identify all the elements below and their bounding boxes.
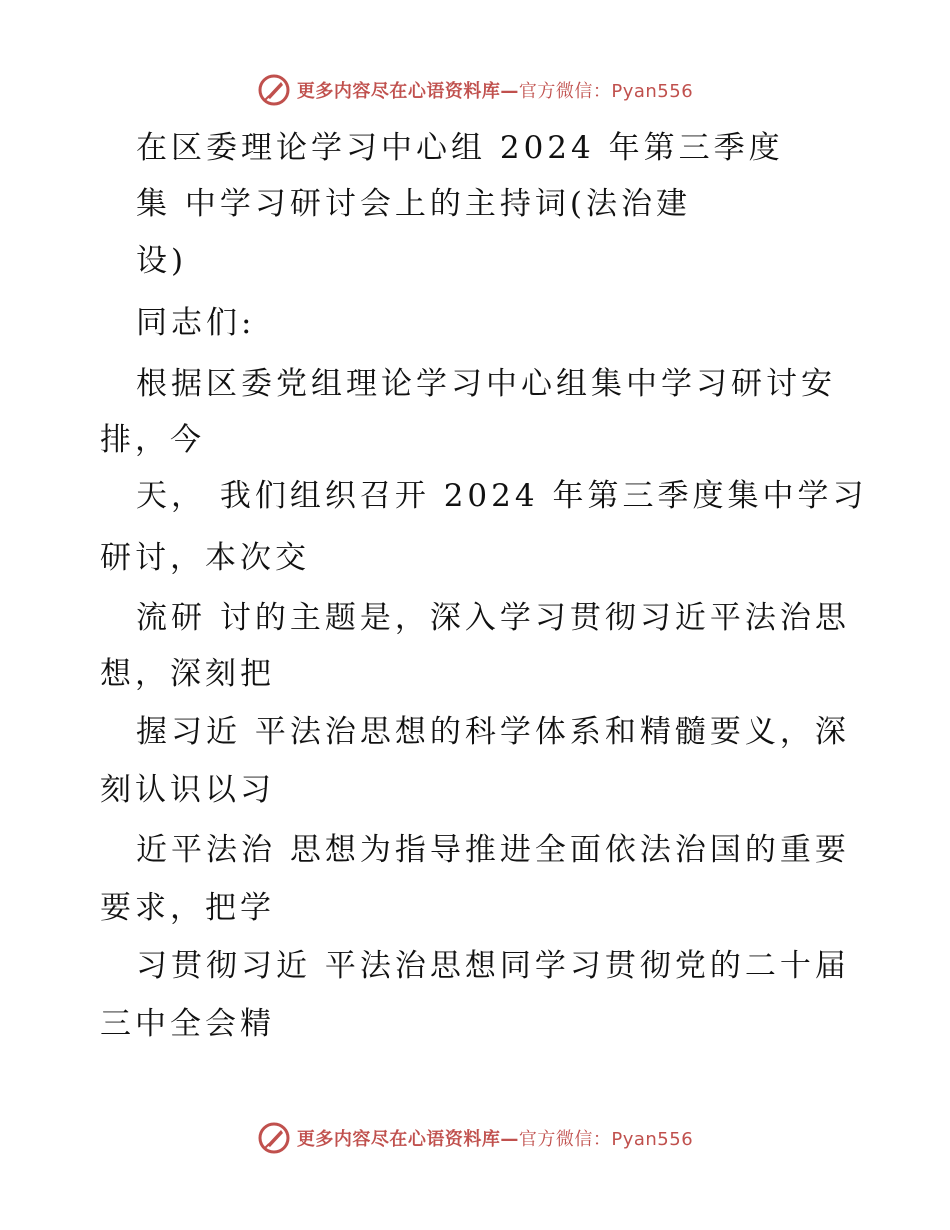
- paragraph-line: 习贯彻习近 平法治思想同学习贯彻党的二十届: [136, 948, 850, 984]
- header-banner-title: 更多内容尽在心语资料库: [296, 81, 501, 102]
- footer-banner-text: [297, 1125, 693, 1151]
- footer-banner-title: 更多内容尽在心语资料库: [296, 1129, 501, 1150]
- paragraph-line: 三中全会精: [100, 1006, 275, 1042]
- paragraph-line: 近平法治 思想为指导推进全面依法治国的重要: [136, 832, 850, 868]
- paragraph-line: 要求，把学: [100, 890, 275, 926]
- header-banner: [0, 70, 950, 110]
- footer-banner: [0, 1118, 950, 1158]
- title-line-2: 集 中学习研讨会上的主持词(法治建: [136, 186, 691, 222]
- footer-banner-official: 官方微信：Pyan556: [518, 1129, 694, 1150]
- paragraph-line: 根据区委党组理论学习中心组集中学习研讨安: [136, 366, 836, 402]
- paragraph-line: 流研 讨的主题是，深入学习贯彻习近平法治思: [136, 600, 850, 636]
- quill-pen-logo-icon: [257, 1121, 291, 1155]
- paragraph-line: 天， 我们组织召开 2024 年第三季度集中学习: [136, 478, 868, 514]
- paragraph-line: 排，今: [100, 422, 205, 458]
- paragraph-line: 研讨，本次交: [100, 540, 310, 576]
- paragraph-line: 刻认识以习: [100, 772, 275, 808]
- title-line-1: 在区委理论学习中心组 2024 年第三季度: [136, 130, 784, 166]
- header-banner-dash: —: [500, 81, 519, 102]
- header-banner-text: [297, 77, 693, 103]
- quill-pen-logo-icon: [257, 73, 291, 107]
- paragraph-line: 想，深刻把: [100, 656, 275, 692]
- paragraph-line: 握习近 平法治思想的科学体系和精髓要义，深: [136, 714, 850, 750]
- title-line-3: 设): [136, 243, 188, 279]
- footer-banner-dash: —: [500, 1129, 519, 1150]
- header-banner-official: 官方微信：Pyan556: [518, 81, 694, 102]
- salutation-line: 同志们:: [136, 305, 256, 341]
